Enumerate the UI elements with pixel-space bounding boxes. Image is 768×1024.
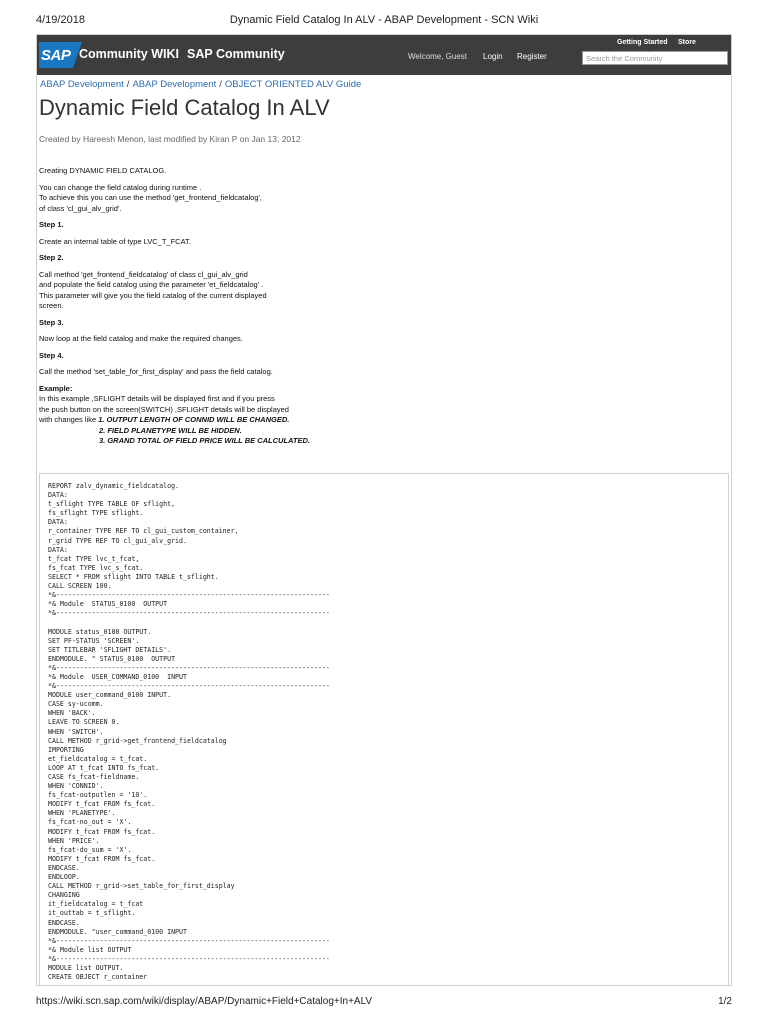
page-title: Dynamic Field Catalog In ALV (39, 95, 330, 120)
print-date: 4/19/2018 (36, 14, 85, 26)
page-frame (36, 34, 732, 986)
register-link[interactable]: Register (517, 52, 547, 61)
step-label: Step 2. (39, 253, 64, 262)
page-byline: Created by Hareesh Menon, last modified by Kiran P on Jan 13, 2012 (39, 134, 301, 144)
article-content (39, 166, 699, 453)
breadcrumb-link[interactable]: ABAP Development (132, 79, 217, 90)
abap-code: REPORT zalv_dynamic_fieldcatalog. DATA: t_sflight TYPE TABLE OF sflight, fs_sflight TYPE sflight. DATA: r_container TYPE REF TO cl_gui_custom_container, r_grid TYPE REF TO cl_gui_alv_grid. DATA: t_fcat TYPE lvc_t_fcat, fs_fcat TYPE lvc_s_fcat. SELECT * FROM sflight INTO TABLE t_sflight. CALL SCREEN 100. *&--------------------------------------------------------------------- *& Module STATUS_0100 OUTPUT *&--------------------------------------------------------------------- MODULE status_0100 OUTPUT. SET PF-STATUS 'SCREEN'. SET TITLEBAR 'SFLIGHT DETAILS'. ENDMODULE. " STATUS_0100 OUTPUT *&--------------------------------------------------------------------- *& Module USER_COMMAND_0100 INPUT *&--------------------------------------------------------------------- MODULE user_command_0100 INPUT. CASE sy-ucomm. WHEN 'BACK'. LEAVE TO SCREEN 0. WHEN 'SWITCH'. CALL METHOD r_grid->get_frontend_fieldcatalog IMPORTING et_fieldcatalog = t_fcat. LOOP AT t_fcat INTO fs_fcat. CASE fs_fcat-fieldname. WHEN 'CONNID'. fs_fcat-outputlen = '10'. MODIFY t_fcat FROM fs_fcat. WHEN 'PLANETYPE'. fs_fcat-no_out = 'X'. MODIFY t_fcat FROM fs_fcat. WHEN 'PRICE'. fs_fcat-do_sum = 'X'. MODIFY t_fcat FROM fs_fcat. ENDCASE. ENDLOOP. CALL METHOD r_grid->set_table_for_first_display CHANGING it_fieldcatalog = t_fcat it_outtab = t_sflight. ENDCASE. ENDMODULE. "user_command_0100 INPUT *&--------------------------------------------------------------------- *& Module list OUTPUT *&--------------------------------------------------------------------- MODULE list OUTPUT. CREATE OBJECT r_container (48, 482, 330, 982)
step-label: Step 4. (39, 350, 64, 360)
print-page-number: 1/2 (718, 996, 732, 1007)
step-text: Call the method 'set_table_for_first_display' and pass the field catalog. (39, 367, 273, 376)
breadcrumb-link[interactable]: ABAP Development (40, 79, 124, 90)
code-block (39, 473, 729, 986)
sap-community-link[interactable]: SAP Community (187, 47, 285, 61)
breadcrumb-link[interactable]: OBJECT ORIENTED ALV Guide (224, 79, 362, 90)
intro-paragraph: You can change the field catalog during runtime . To achieve this you can use the method 'get_frontend_fieldcatalog', of class 'cl_gui_alv_grid'. (39, 182, 263, 213)
step-text: Now loop at the field catalog and make the required changes. (39, 334, 243, 343)
top-navigation-bar (37, 35, 731, 75)
community-wiki-link[interactable]: Community WIKI (79, 47, 179, 61)
welcome-text: Welcome, Guest (408, 52, 467, 61)
print-page-title: Dynamic Field Catalog In ALV - ABAP Development - SCN Wiki (229, 14, 539, 26)
breadcrumb: ABAP Development / ABAP Development / OBJECT ORIENTED ALV Guide (40, 79, 362, 90)
change-item: 3. GRAND TOTAL OF FIELD PRICE WILL BE CALCULATED. (99, 436, 310, 445)
sap-logo-text: SAP (41, 47, 71, 64)
step-label: Step 1. (39, 220, 64, 229)
print-header (36, 14, 732, 28)
print-footer (36, 996, 732, 1008)
step-text: Create an internal table of type LVC_T_FCAT. (39, 236, 191, 246)
change-item: 1. OUTPUT LENGTH OF CONNID WILL BE CHANGED. (98, 415, 290, 424)
step-label: Step 3. (39, 317, 64, 327)
getting-started-link[interactable]: Getting Started (617, 39, 668, 46)
sap-logo[interactable] (39, 42, 73, 68)
example-label: Example: (39, 383, 73, 393)
change-item: 2. FIELD PLANETYPE WILL BE HIDDEN. (99, 425, 242, 435)
search-input[interactable]: Search the Community (582, 51, 728, 65)
login-link[interactable]: Login (483, 52, 503, 61)
store-link[interactable]: Store (678, 39, 696, 46)
example-block: Example: In this example ,SFLIGHT details will be displayed first and if you press the push button on the screen(SWITCH) ,SFLIGHT details will be displayed with changes like 1. OUTPUT LENGTH OF CONNID WILL BE CHANGED. 2. FIELD PLANETYPE WILL BE HIDDEN. 3. GRAND TOTAL OF FIELD PRICE WILL BE CALCULATED. (39, 383, 310, 445)
print-url: https://wiki.scn.sap.com/wiki/display/ABAP/Dynamic+Field+Catalog+In+ALV (36, 996, 373, 1007)
step-text: Call method 'get_frontend_fieldcatalog' of class cl_gui_alv_grid and populate the field catalog using the parameter 'et_fieldcatalog' . This parameter will give you the field catalog of the current displayed screen. (39, 269, 267, 310)
content-heading: Creating DYNAMIC FIELD CATALOG. (39, 166, 167, 175)
